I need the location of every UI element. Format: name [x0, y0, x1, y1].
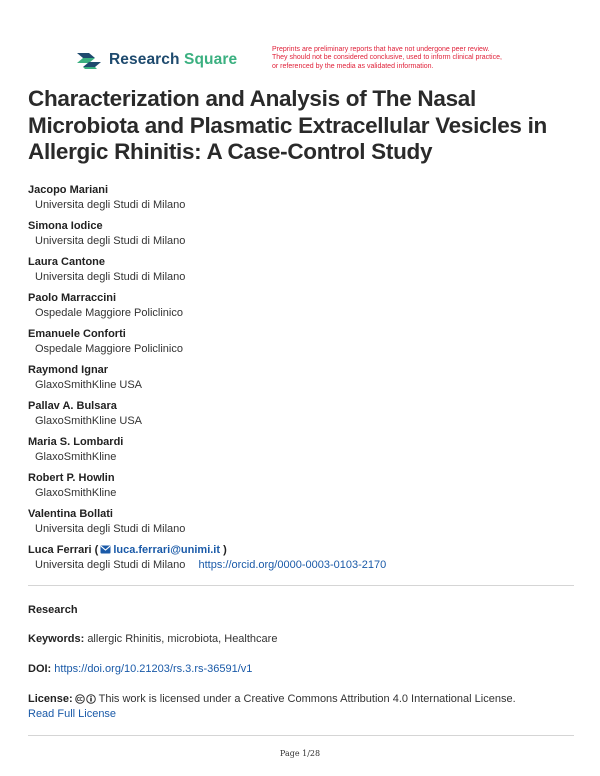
article-type-label: Research	[28, 604, 78, 616]
logo-word-research: Research	[109, 51, 180, 68]
author-name[interactable]: Laura Cantone	[28, 256, 106, 268]
author-name[interactable]: Paolo Marraccini	[28, 292, 117, 304]
corresponding-author-affiliation	[28, 557, 588, 573]
author-entry	[28, 219, 588, 255]
author-entry	[28, 507, 588, 543]
author-affiliation: GlaxoSmithKline USA	[35, 415, 142, 427]
footer-divider	[28, 735, 574, 736]
author-entry	[28, 327, 588, 363]
research-square-logo-icon	[75, 49, 103, 71]
doi-link[interactable]: https://doi.org/10.21203/rs.3.rs-36591/v1	[54, 663, 253, 675]
author-list	[28, 183, 588, 579]
author-entry	[28, 255, 588, 291]
keywords-label: Keywords:	[28, 633, 85, 645]
disclaimer-line: They should not be considered conclusive, used to inform clinical practice,	[272, 54, 502, 62]
email-link[interactable]: luca.ferrari@unimi.it	[113, 544, 221, 556]
author-entry	[28, 471, 588, 507]
author-entry	[28, 435, 588, 471]
read-full-license-link[interactable]: Read Full License	[28, 708, 117, 720]
research-square-logo[interactable]	[75, 49, 237, 71]
corresponding-author-entry	[28, 543, 588, 579]
author-entry	[28, 183, 588, 219]
doi-line	[28, 662, 588, 677]
author-entry	[28, 363, 588, 399]
author-affiliation: GlaxoSmithKline	[35, 451, 117, 463]
author-entry	[28, 291, 588, 327]
doi-label: DOI:	[28, 663, 52, 675]
author-name[interactable]: Robert P. Howlin	[28, 472, 115, 484]
close-paren: )	[223, 544, 227, 556]
page-header	[0, 0, 600, 80]
orcid-link[interactable]: https://orcid.org/0000-0003-0103-2170	[198, 559, 387, 571]
author-affiliation: Ospedale Maggiore Policlinico	[35, 307, 183, 319]
license-label: License:	[28, 693, 73, 705]
author-affiliation: Universita degli Studi di Milano	[35, 559, 186, 571]
author-entry	[28, 399, 588, 435]
disclaimer-line: or referenced by the media as validated information.	[272, 62, 434, 70]
author-affiliation: Universita degli Studi di Milano	[35, 271, 186, 283]
license-block	[28, 692, 588, 722]
author-affiliation: Universita degli Studi di Milano	[35, 199, 186, 211]
author-name[interactable]: Raymond Ignar	[28, 364, 109, 376]
paper-title: Characterization and Analysis of The Nasal Microbiota and Plasmatic Extracellular Vesicles in Allergic Rhinitis: A Case-Control Study	[28, 86, 547, 164]
author-name[interactable]: Luca Ferrari	[28, 544, 92, 556]
logo-text	[109, 51, 237, 69]
license-text: This work is licensed under a Creative Commons Attribution 4.0 International License.	[98, 693, 516, 705]
section-divider	[28, 585, 574, 586]
keywords-line	[28, 632, 588, 647]
author-affiliation: GlaxoSmithKline	[35, 487, 117, 499]
article-type	[28, 603, 588, 618]
author-name[interactable]: Pallav A. Bulsara	[28, 400, 117, 412]
corresponding-author-name	[28, 543, 588, 557]
disclaimer-line: Preprints are preliminary reports that have not undergone peer review.	[272, 46, 490, 53]
page-number: Page 1/28	[279, 749, 321, 758]
keywords-value: allergic Rhinitis, microbiota, Healthcare	[87, 633, 278, 645]
logo-word-square: Square	[184, 51, 238, 68]
envelope-icon	[100, 545, 111, 554]
creative-commons-icon	[75, 694, 97, 704]
open-paren: (	[94, 544, 99, 556]
author-name[interactable]: Simona Iodice	[28, 220, 103, 232]
author-name[interactable]: Jacopo Mariani	[28, 184, 109, 196]
author-affiliation: Universita degli Studi di Milano	[35, 235, 186, 247]
author-affiliation: Universita degli Studi di Milano	[35, 523, 186, 535]
author-name[interactable]: Emanuele Conforti	[28, 328, 126, 340]
author-affiliation: GlaxoSmithKline USA	[35, 379, 142, 391]
preprint-disclaimer	[272, 46, 547, 71]
author-name[interactable]: Maria S. Lombardi	[28, 436, 124, 448]
author-name[interactable]: Valentina Bollati	[28, 508, 113, 520]
author-affiliation: Ospedale Maggiore Policlinico	[35, 343, 183, 355]
